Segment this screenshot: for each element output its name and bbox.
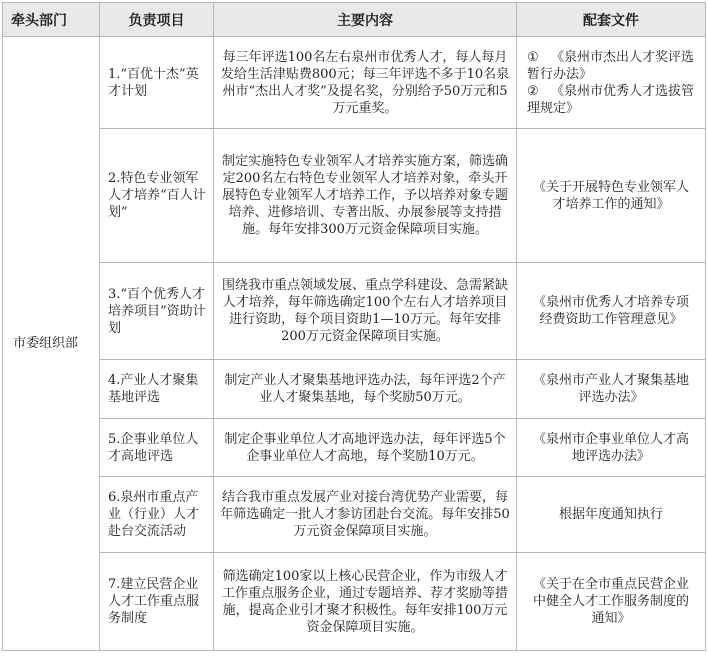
- table-row: [3, 37, 706, 129]
- doc-cell: [517, 37, 706, 129]
- header-content: 主要内容: [214, 3, 517, 37]
- doc-mark: ②: [527, 83, 539, 99]
- doc-cell: 《关于开展特色专业领军人才培养工作的通知》: [517, 129, 706, 263]
- doc-mark: ①: [527, 49, 539, 65]
- item-cell: 2.特色专业领军人才培养“百人计划”: [100, 129, 214, 263]
- item-cell: 6.泉州市重点产业（行业）人才赴台交流活动: [100, 477, 214, 553]
- content-cell: 每三年评选100名左右泉州市优秀人才，每人每月发给生活津贴费800元；每三年评选不多于10名泉州市“杰出人才奖”及提名奖，分别给予50万元和5万元重奖。: [214, 37, 517, 129]
- content-cell: 筛选确定100家以上核心民营企业，作为市级人才工作重点服务企业，通过专题培养、荐才奖励等措施，提高企业引才聚才积极性。每年安排100万元资金保障项目实施。: [214, 553, 517, 651]
- table-row: [3, 419, 706, 477]
- talent-program-table: [2, 2, 706, 651]
- content-cell: 围绕我市重点领域发展、重点学科建设、急需紧缺人才培养，每年筛选确定100个左右人才培养项目进行资助，每个项目资助1—10万元。每年安排200万元资金保障项目实施。: [214, 263, 517, 360]
- item-cell: 3.“百个优秀人才培养项目”资助计划: [100, 263, 214, 360]
- item-cell: 7.建立民营企业人才工作重点服务制度: [100, 553, 214, 651]
- item-cell: 5.企事业单位人才高地评选: [100, 419, 214, 477]
- doc-cell: 根据年度通知执行: [517, 477, 706, 553]
- content-cell: 制定实施特色专业领军人才培养实施方案，筛选确定200名左右特色专业领军人才培养对象，牵头开展特色专业领军人才培养工作，予以培养对象专题培养、进修培训、专著出版、办展参展等支持措施。每年安排300万元资金保障项目实施。: [214, 129, 517, 263]
- doc-line: [527, 49, 695, 83]
- table-row: [3, 360, 706, 419]
- doc-cell: 《泉州市企事业单位人才高地评选办法》: [517, 419, 706, 477]
- item-cell: 4.产业人才聚集基地评选: [100, 360, 214, 419]
- dept-cell: 市委组织部: [3, 37, 100, 651]
- doc-cell: 《关于在全市重点民营企业中健全人才工作服务制度的通知》: [517, 553, 706, 651]
- doc-line: [527, 83, 695, 117]
- table-row: [3, 553, 706, 651]
- table-row: [3, 263, 706, 360]
- item-cell: 1.“百优十杰”英才计划: [100, 37, 214, 129]
- doc-cell: 《泉州市优秀人才培养专项经费资助工作管理意见》: [517, 263, 706, 360]
- table-header-row: [3, 3, 706, 37]
- doc-title: 《泉州市优秀人才选拔管理规定》: [527, 83, 695, 116]
- content-cell: 结合我市重点发展产业对接台湾优势产业需要，每年筛选确定一批人才参访团赴台交流。每年安排50万元资金保障项目实施。: [214, 477, 517, 553]
- doc-title: 《泉州市杰出人才奖评选暂行办法》: [527, 49, 695, 82]
- doc-cell: 《泉州市产业人才聚集基地评选办法》: [517, 360, 706, 419]
- header-docs: 配套文件: [517, 3, 706, 37]
- content-cell: 制定企事业单位人才高地评选办法，每年评选5个企事业单位人才高地，每个奖励10万元。: [214, 419, 517, 477]
- table-row: [3, 477, 706, 553]
- header-dept: 牵头部门: [3, 3, 100, 37]
- header-item: 负责项目: [100, 3, 214, 37]
- content-cell: 制定产业人才聚集基地评选办法，每年评选2个产业人才聚集基地，每个奖励50万元。: [214, 360, 517, 419]
- table-row: [3, 129, 706, 263]
